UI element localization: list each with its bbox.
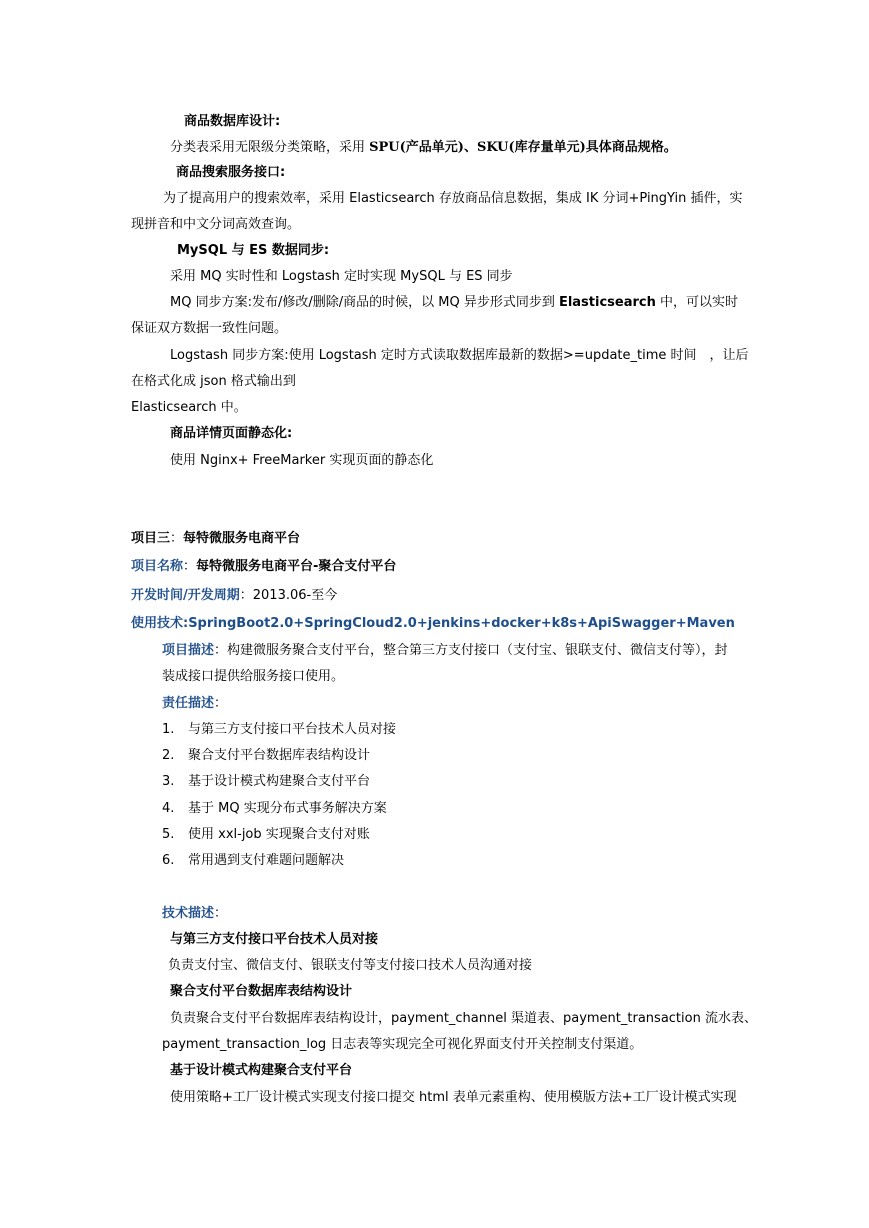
mq-sync-line1: MQ 同步方案:发布/修改/删除/商品的时候，以 MQ 异步形式同步到 Elasticsearch 中，可以实时: [170, 295, 739, 310]
resp-item: 5. 使用 xxl-job 实现聚合支付对账: [162, 827, 370, 842]
logstash-line3: Elasticsearch 中。: [131, 400, 247, 415]
resp-item: 1. 与第三方支付接口平台技术人员对接: [162, 722, 397, 737]
db-design-heading: 商品数据库设计:: [184, 114, 281, 129]
tech-desc-text-3: 使用策略+工厂设计模式实现支付接口提交 html 表单元素重构、使用模版方法+工厂设计模式实现: [170, 1090, 737, 1105]
static-text: 使用 Nginx+ FreeMarker 实现页面的静态化: [170, 453, 434, 468]
tech-desc-subheading-1: 与第三方支付接口平台技术人员对接: [170, 932, 379, 947]
project-period: 开发时间/开发周期：2013.06-至今: [131, 588, 338, 603]
search-text-line2: 现拼音和中文分词高效查询。: [131, 217, 301, 232]
project-tech: 使用技术:SpringBoot2.0+SpringCloud2.0+jenkins+docker+k8s+ApiSwagger+Maven: [131, 616, 735, 631]
project-name: 项目名称：每特微服务电商平台-聚合支付平台: [131, 559, 397, 574]
logstash-line2: 在格式化成 json 格式输出到: [131, 374, 296, 389]
resp-heading: 责任描述：: [162, 696, 228, 711]
resp-item: 3. 基于设计模式构建聚合支付平台: [162, 774, 371, 789]
mq-sync-line2: 保证双方数据一致性问题。: [131, 321, 288, 336]
static-heading: 商品详情页面静态化:: [170, 426, 293, 441]
resp-item: 4. 基于 MQ 实现分布式事务解决方案: [162, 801, 387, 816]
tech-desc-text-2-line1: 负责聚合支付平台数据库表结构设计，payment_channel 渠道表、payment_transaction 流水表、: [170, 1011, 757, 1026]
logstash-line1: Logstash 同步方案:使用 Logstash 定时方式读取数据库最新的数据>=update_time 时间 ，让后: [170, 348, 749, 363]
tech-desc-subheading-3: 基于设计模式构建聚合支付平台: [170, 1063, 353, 1078]
db-design-text: 分类表采用无限级分类策略，采用 SPU(产品单元)、SKU(库存量单元)具体商品规格。: [170, 140, 677, 155]
resp-item: 2. 聚合支付平台数据库表结构设计: [162, 748, 371, 763]
tech-desc-subheading-2: 聚合支付平台数据库表结构设计: [170, 984, 353, 999]
tech-desc-text-1: 负责支付宝、微信支付、银联支付等支付接口技术人员沟通对接: [168, 958, 533, 973]
search-heading: 商品搜索服务接口:: [176, 165, 286, 180]
sync-heading: MySQL 与 ES 数据同步:: [177, 243, 330, 258]
tech-desc-text-2-line2: payment_transaction_log 日志表等实现完全可视化界面支付开关控制支付渠道。: [162, 1037, 643, 1052]
search-text-line1: 为了提高用户的搜索效率，采用 Elasticsearch 存放商品信息数据，集成 IK 分词+PingYin 插件，实: [163, 191, 743, 206]
project-desc-line1: 项目描述：构建微服务聚合支付平台，整合第三方支付接口（支付宝、银联支付、微信支付等），封: [162, 643, 728, 658]
tech-desc-heading: 技术描述：: [162, 906, 228, 921]
project-desc-line2: 装成接口提供给服务接口使用。: [162, 669, 345, 684]
resp-item: 6. 常用遇到支付难题问题解决: [162, 853, 345, 868]
project-title: 项目三：每特微服务电商平台: [131, 531, 301, 546]
sync-text: 采用 MQ 实时性和 Logstash 定时实现 MySQL 与 ES 同步: [170, 269, 513, 284]
